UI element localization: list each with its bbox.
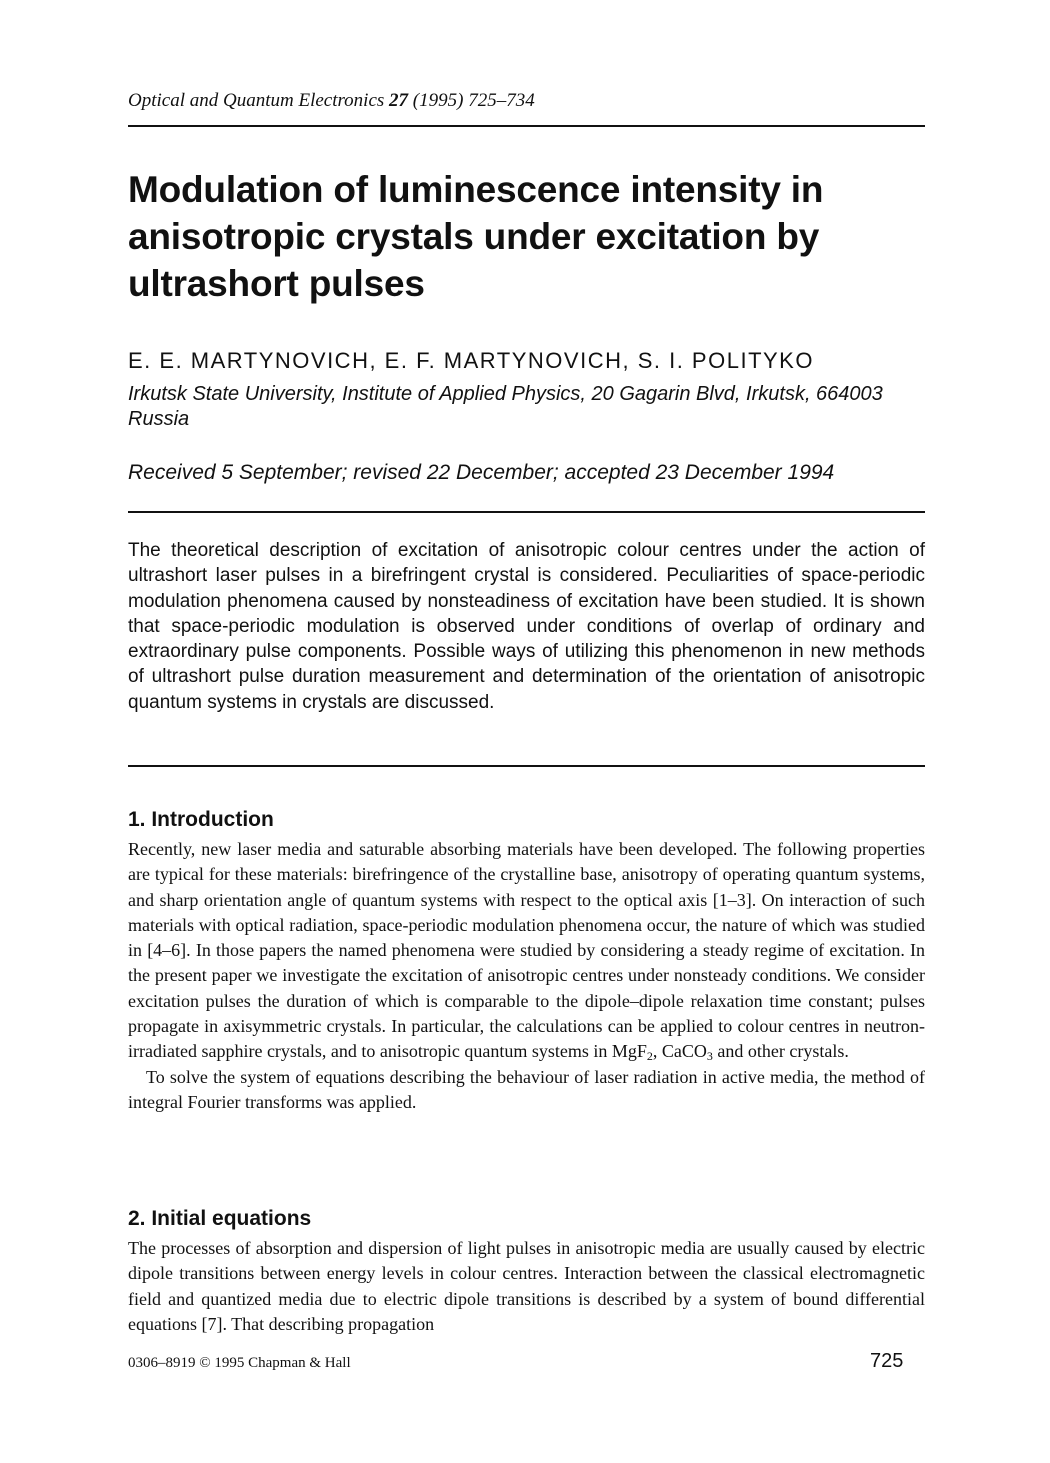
abstract-text: The theoretical description of excitation of anisotropic colour centres under the action of ultrashort laser pulses in a birefringent crystal is considered. Peculiarities of space-periodic modulation phenomena caused by nonsteadiness of excitation have been studied. It is shown that space-periodic modulation is observed under conditions of overlap of ordinary and extraordinary pulse components. Possible ways of utilizing this phenomenon in new methods of ultrashort pulse duration measurement and determination of the orientation of anisotropic quantum systems in crystals are discussed. xyxy=(128,540,925,713)
footer-issn-copyright: 0306–8919 © 1995 Chapman & Hall xyxy=(128,1355,351,1371)
paper-affiliation: Irkutsk State University, Institute of Applied Physics, 20 Gagarin Blvd, Irkutsk, 664003 Russia xyxy=(128,383,883,430)
abstract-top-rule xyxy=(128,511,925,513)
journal-volume: 27 xyxy=(389,90,409,111)
section-body-introduction xyxy=(128,837,925,1115)
section-heading-initial-equations: 2. Initial equations xyxy=(128,1207,312,1230)
header-rule xyxy=(128,125,925,127)
received-dates: Received 5 September; revised 22 December; accepted 23 December 1994 xyxy=(128,461,835,484)
paper-title: Modulation of luminescence intensity in anisotropic crystals under excitation by ultrashort pulses xyxy=(128,169,824,304)
equations-paragraph-1: The processes of absorption and dispersion of light pulses in anisotropic media are usually caused by electric dipole transitions between energy levels in colour centres. Interaction between the classical electromagnetic field and quantized media due to electric dipole transitions is described by a system of bound differential equations [7]. That describing propagation xyxy=(128,1238,925,1334)
intro-paragraph-2: To solve the system of equations describing the behaviour of laser radiation in active media, the method of integral Fourier transforms was applied. xyxy=(128,1066,925,1112)
section-body-initial-equations xyxy=(128,1236,925,1337)
journal-name: Optical and Quantum Electronics xyxy=(128,90,385,111)
footer-page-number: 725 xyxy=(870,1350,904,1372)
paper-authors: E. E. MARTYNOVICH, E. F. MARTYNOVICH, S. I. POLITYKO xyxy=(128,348,814,373)
journal-citation xyxy=(128,90,535,112)
section-heading-introduction: 1. Introduction xyxy=(128,808,274,831)
journal-year-pages: (1995) 725–734 xyxy=(412,90,535,111)
abstract-bottom-rule xyxy=(128,765,925,767)
intro-paragraph-1: Recently, new laser media and saturable absorbing materials have been developed. The following properties are typical for these materials: birefringence of the crystalline base, anisotropy of operating quantum systems, and sharp orientation angle of quantum systems with respect to the optical axis [1–3]. On interaction of such materials with optical radiation, space-periodic modulation phenomena occur, the nature of which was studied in [4–6]. In those papers the named phenomena were studied by considering a steady regime of excitation. In the present paper we investigate the excitation of anisotropic centres under nonsteady conditions. We consider excitation pulses the duration of which is comparable to the dipole–dipole relaxation time constant; pulses propagate in axisymmetric crystals. In particular, the calculations can be applied to colour centres in neutron-irradiated sapphire crystals, and to anisotropic quantum systems in MgF$_2$, CaCO$_3$ and other crystals. xyxy=(128,839,925,1064)
